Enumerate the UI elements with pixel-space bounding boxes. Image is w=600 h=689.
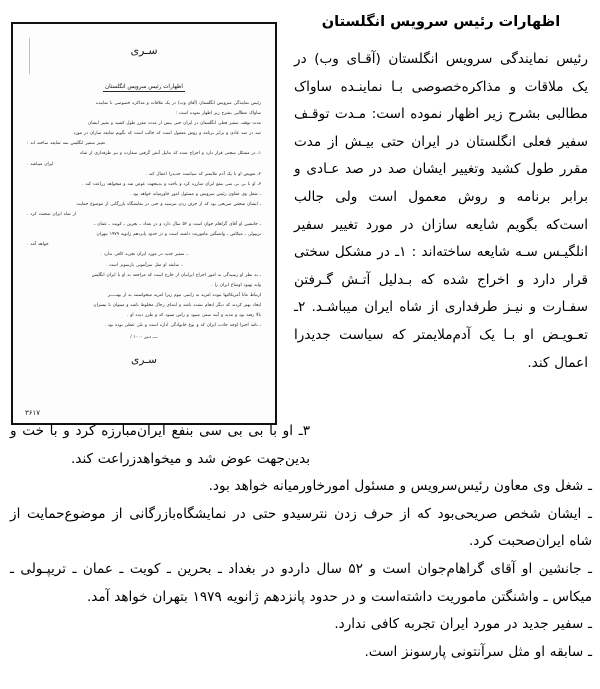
facsimile-line: ۱ـ در مشکل سختی قرار دارد و اخراج شده که بدلیل آتش گرفتن سفارت و نیز طرفداری از شاه [80, 151, 261, 157]
page-title: اظهارات رئیس سرویس انگلستان [321, 14, 561, 30]
facsimile-secret-stamp-bottom: سـری [131, 354, 157, 367]
facsimile-content [13, 24, 275, 423]
bottom-zone [0, 418, 600, 666]
facsimile-body-text [27, 99, 261, 330]
facsimile-line: خواهد آمد . [27, 242, 49, 248]
facsimile-line: وانه بهبود اوضاع ایران را . [211, 282, 261, 288]
bottom-paragraph: ـ سفیر جدید در مورد ایران تجربه کافی ندارد. [334, 616, 592, 633]
typeset-paragraph: رئیس نمایندگی سرویس انگلستان (آقـای وب) در یک ملاقات و مذاکره‌خصوصی بـا نماینـده ساواک مطالبی بشرح زیر اظهار نموده است: مـدت توقـف سفیر فعلی انگلستان در ایران حتی بیـش از مدت مقرر طول کشید وتغییر ایشان صد در صد عـادی و برابر برنامه و روش معمول است ولی جالب است‌که بگویم شایعه سازان در مورد تغییر سفیر انلگیـس سـه شایعه ساخته‌اند : ۱ـ در مشکل سختی قرار دارد و اخراج شده که بـدلیل آتـش گـرفتن سفـارت و نیـز طرفداری از شاه ایران میباشـد. ۲ـ تعـویـض او بـا یک آدم‌ملایمتر که سیاست جدیدرا اعمال کند. [294, 51, 588, 371]
facsimile-line: ایجاد بهتر کردند که دیگر انجام نشده باشد و ابتدای رجال مخلوط باشد و میتوان با نیسران [93, 302, 261, 308]
scanned-document-image [11, 22, 277, 425]
bottom-paragraph: ـ شغل وی معاون رئیس‌سرویس و مسئول امورخاورمیانه خواهد بود. [208, 478, 592, 495]
facsimile-line: ـ ایشان شخص صریحی بود که از حرف زدن نترسید و حتی در نمایشگاه بازرگانی از موضوع حمایت [76, 201, 261, 207]
facsimile-heading-wrap [27, 73, 261, 92]
facsimile-line: ـ سفیر جدید در مورد ایران تجربه کافی ندارد . [100, 252, 188, 258]
facsimile-signature-line: ــــ دبیر ۱۰۰۰ / [130, 335, 158, 341]
facsimile-line: ارتباط مابا آمریکائیها نبوده امریه به راسی نیوم زیرا امریه میخواستند به از بهتـــــر [107, 292, 261, 298]
facsimile-line: ـ شغل وی معاون رئیس سرویس و مسئول امور خاورمیانه خواهد بود . [129, 191, 261, 197]
typeset-column [288, 0, 594, 377]
facsimile-page-number: ۳۶۱۷ [25, 409, 41, 417]
facsimile-line: مدت توقف سفیر فعلی انگلستان در ایران حتی بیش از مدت مقرر طول کشید و تغییر ایشان [88, 121, 261, 127]
facsimile-line: ـ به نظر او رسیدگی به امور اخراج ایرانیان از خارج است که مراجعه به او یا ایران انگلیس [91, 272, 261, 278]
facsimile-line: بالا رفته بود و مدید و آینه سعی میبود و راس میبود که و طرز دیده او . [126, 312, 261, 318]
facsimile-line: صد در صد عادی و برابر برنامه و روش معمول است که جالب است که بگویم شایعه سازان در مورد [73, 131, 261, 137]
facsimile-line: ایران میباشد . [27, 161, 54, 167]
bottom-paragraph: ۳ـ او با بی بی سی بنفع ایران‌مبارزه کرد و با خت و بدین‌جهت عوض شد و میخواهدزراعت کند. [10, 423, 310, 467]
bottom-paragraph: ـ جانشین او آقای گراهام‌جوان است و ۵۲ سال داردو در بغداد ـ بحرین ـ کویت ـ عمان ـ تریپـولی ـ میکاس ـ واشنگتن ماموریت داشته‌است و در حدود پانزدهم ژانویه ۱۹۷۹ بتهران خواهد آمد. [10, 560, 592, 605]
facsimile-line: تریپولی ـ میکاس ـ واشنگتن ماموریت داشته است و در حدود پانزدهم ژانویه ۱۹۷۹ بتهران [96, 232, 261, 238]
facsimile-line: تغییر سفیر انگلیس سه شایعه ساخته اند : [27, 141, 106, 147]
facsimile-heading: اظهارات رئیس سرویس انگلستان [105, 84, 183, 90]
facsimile-line: ـ سابقه او مثل سرآنتونی پارسونز است . [105, 262, 183, 268]
facsimile-line: ـ جانشین او آقای گراهام جوان است و ۵۲ سال دارد و در بغداد ـ بحرین ـ کویت ـ عمان ـ [94, 222, 261, 228]
bottom-paragraph: ـ سابقه او مثل سرآنتونی پارسونز است. [364, 643, 592, 660]
facsimile-line: ـ نامه اخیرا اوجه جاذب ایران که و نوع خانوادگی اداره است و بلی عملی بوده بود . [104, 323, 261, 329]
facsimile-line: ۲ـ تعویض او با یک آدم ملایمتر که سیاست جدیدرا اعمال کند . [145, 171, 261, 177]
bottom-paragraph: ـ ایشان شخص صریحی‌بود که از حرف زدن نترسیدو حتی در نمایشگاه‌بازرگانی از موضوع‌حمایت از شاه ایران‌صحبت کرد. [10, 505, 592, 550]
facsimile-line: از شاه ایران صحبت کرد . [27, 212, 77, 218]
facsimile-line: ساواک مطالبی بشرح زیر اظهار نموده است : [175, 111, 261, 117]
facsimile-line: رئیس نمایندگی سرویس انگلستان (آقای وب) در یک ملاقات و مذاکره خصوصی با نماینده [96, 101, 261, 106]
facsimile-line: ۳ـ او با بی بی سی بنفع ایران مبارزه کرد و باخت و بدینجهت عوض شد و میخواهد زراعت کند . [82, 181, 261, 187]
facsimile-secret-stamp-top: سـری [130, 44, 158, 57]
